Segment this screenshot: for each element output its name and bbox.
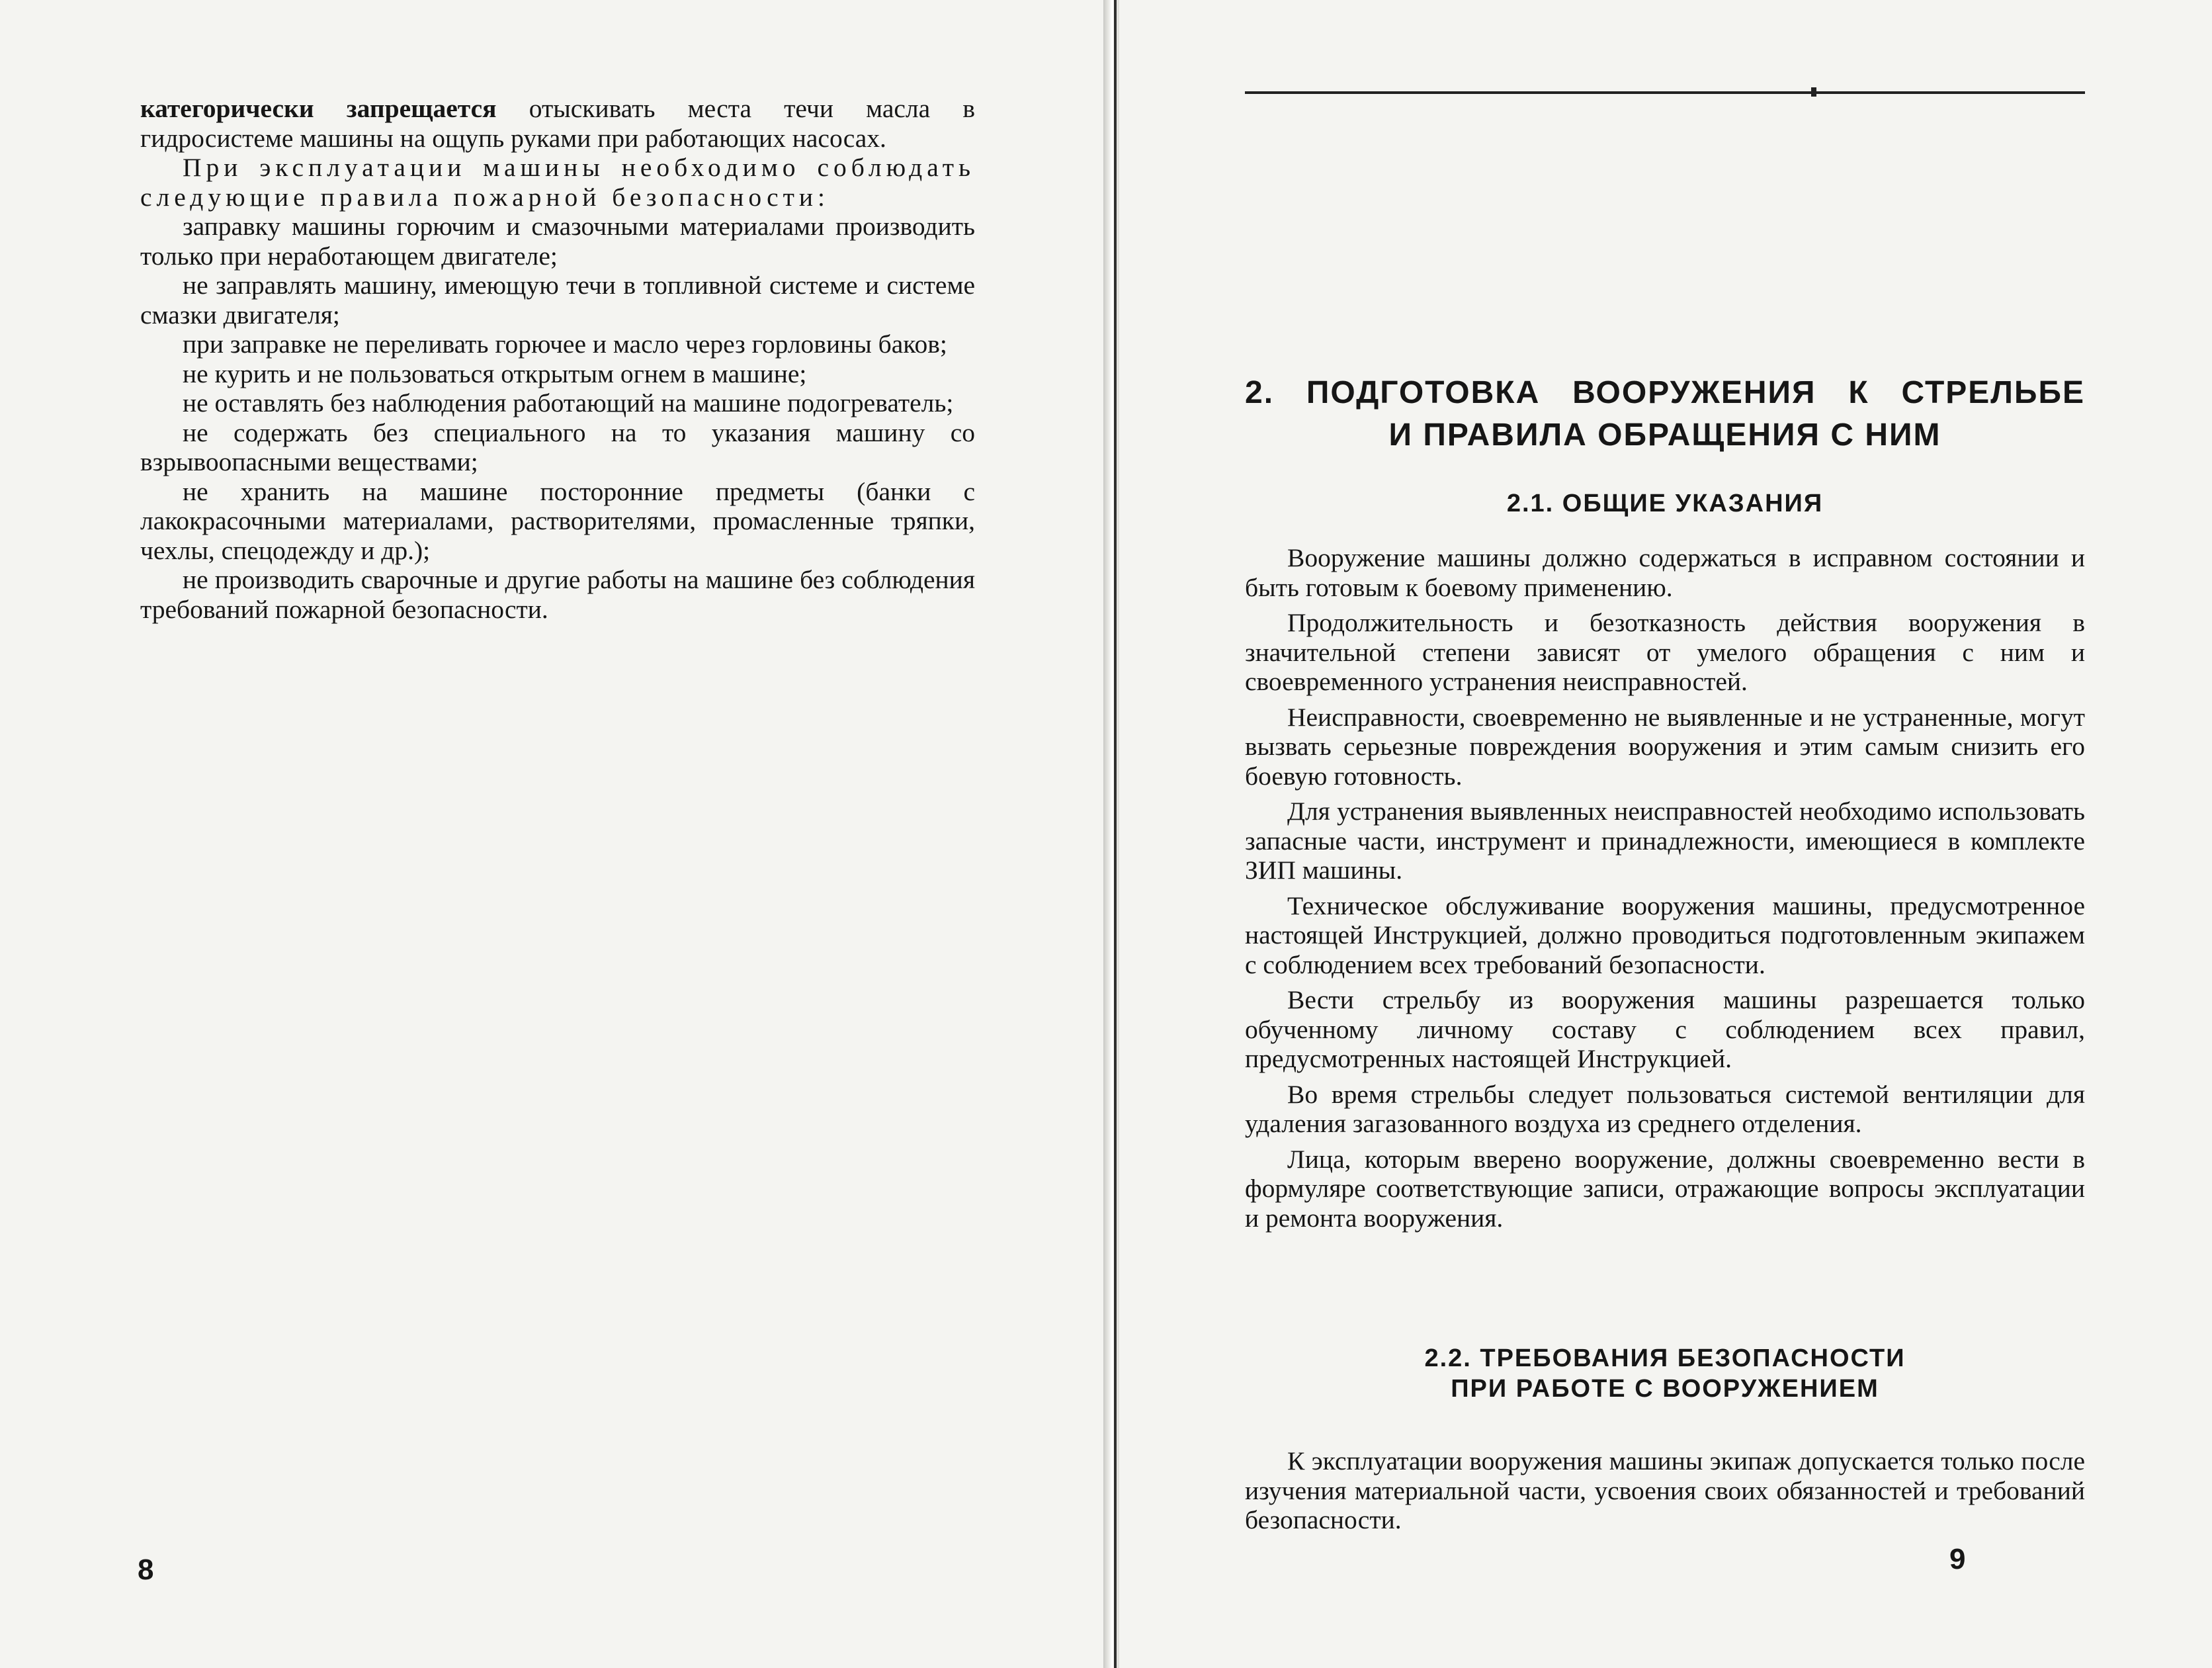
left-page bbox=[0, 0, 1103, 1668]
paragraph: Во время стрельбы следует пользоваться системой вентиляции для удаления загазованного воздуха из среднего отделения. bbox=[1245, 1079, 2085, 1138]
header-rule bbox=[1245, 91, 2085, 94]
paragraph-text: отыскивать места течи масла в гидросистеме машины на ощупь руками при работающих насосах. bbox=[140, 94, 975, 153]
list-item: при заправке не переливать горючее и масло через горловины баков; bbox=[183, 329, 947, 359]
spine-line bbox=[1114, 0, 1117, 1668]
paragraph: Продолжительность и безотказность действия вооружения в значительной степени зависят от умелого обращения с ним и своевременного устранения неисправностей. bbox=[1245, 608, 2085, 696]
paragraph: Неисправности, своевременно не выявленные и не устраненные, могут вызвать серьезные повреждения вооружения и этим самым снизить его боевую готовность. bbox=[1245, 702, 2085, 791]
paragraph: Техническое обслуживание вооружения машины, предусмотренное настоящей Инструкцией, должно проводиться подготовленным экипажем с соблюдением всех требований безопасности. bbox=[1245, 891, 2085, 979]
section-2-2-body bbox=[1245, 1446, 2085, 1535]
chapter-title-line1: 2. ПОДГОТОВКА ВООРУЖЕНИЯ К СТРЕЛЬБЕ bbox=[1245, 375, 2085, 410]
list-item: не курить и не пользоваться открытым огнем в машине; bbox=[183, 359, 807, 388]
paragraph bbox=[140, 94, 975, 153]
list-item: не оставлять без наблюдения работающий на машине подогреватель; bbox=[183, 388, 954, 417]
paragraph: К эксплуатации вооружения машины экипаж допускается только после изучения материальной части, усвоения своих обязанностей и требований безопасности. bbox=[1245, 1446, 2085, 1534]
section-title-2-2-line1: 2.2. ТРЕБОВАНИЯ БЕЗОПАСНОСТИ bbox=[1424, 1344, 1906, 1372]
paragraph-fire-rules-intro: При эксплуатации машины необходимо соблюдать следующие правила пожарной безопасности: bbox=[140, 153, 975, 212]
paragraph: Лица, которым вверено вооружение, должны своевременно вести в формуляре соответствующие записи, отражающие вопросы эксплуатации и ремонта вооружения. bbox=[1245, 1144, 2085, 1233]
section-title-2-2 bbox=[1245, 1343, 2085, 1404]
paragraph: Вооружение машины должно содержаться в исправном состоянии и быть готовым к боевому применению. bbox=[1245, 543, 2085, 602]
list-item: не заправлять машину, имеющую течи в топливной системе и системе смазки двигателя; bbox=[140, 271, 975, 329]
right-page bbox=[1119, 0, 2212, 1668]
chapter-title-line2: И ПРАВИЛА ОБРАЩЕНИЯ С НИМ bbox=[1388, 417, 1941, 453]
list-item: не содержать без специального на то указания машину со взрывоопасными веществами; bbox=[140, 417, 975, 476]
chapter-title bbox=[1245, 372, 2085, 457]
section-2-1-body bbox=[1245, 543, 2085, 1239]
section-title-2-1: 2.1. ОБЩИЕ УКАЗАНИЯ bbox=[1506, 490, 1824, 517]
section-title-2-2-line2: ПРИ РАБОТЕ С ВООРУЖЕНИЕМ bbox=[1451, 1375, 1879, 1403]
list-item: заправку машины горючим и смазочными материалами производить только при неработающем двигателе; bbox=[140, 212, 975, 271]
page-number-left: 8 bbox=[138, 1554, 154, 1586]
header-rule-mark bbox=[1811, 87, 1816, 97]
list-item: не производить сварочные и другие работы на машине без соблюдения требований пожарной безопасности. bbox=[140, 565, 975, 624]
left-page-text bbox=[140, 94, 975, 624]
paragraph: Вести стрельбу из вооружения машины разрешается только обученному личному составу с соблюдением всех правил, предусмотренных настоящей Инструкцией. bbox=[1245, 985, 2085, 1073]
paragraph: Для устранения выявленных неисправностей необходимо использовать запасные части, инструмент и принадлежности, имеющиеся в комплекте ЗИП машины. bbox=[1245, 797, 2085, 885]
page-number-right: 9 bbox=[1949, 1543, 1966, 1575]
list-item: не хранить на машине посторонние предметы (банки с лакокрасочными материалами, растворителями, промасленные тряпки, чехлы, спецодежду и др.); bbox=[140, 476, 975, 565]
bold-lead: категорически запрещается bbox=[140, 94, 497, 123]
book-spine bbox=[1103, 0, 1119, 1668]
